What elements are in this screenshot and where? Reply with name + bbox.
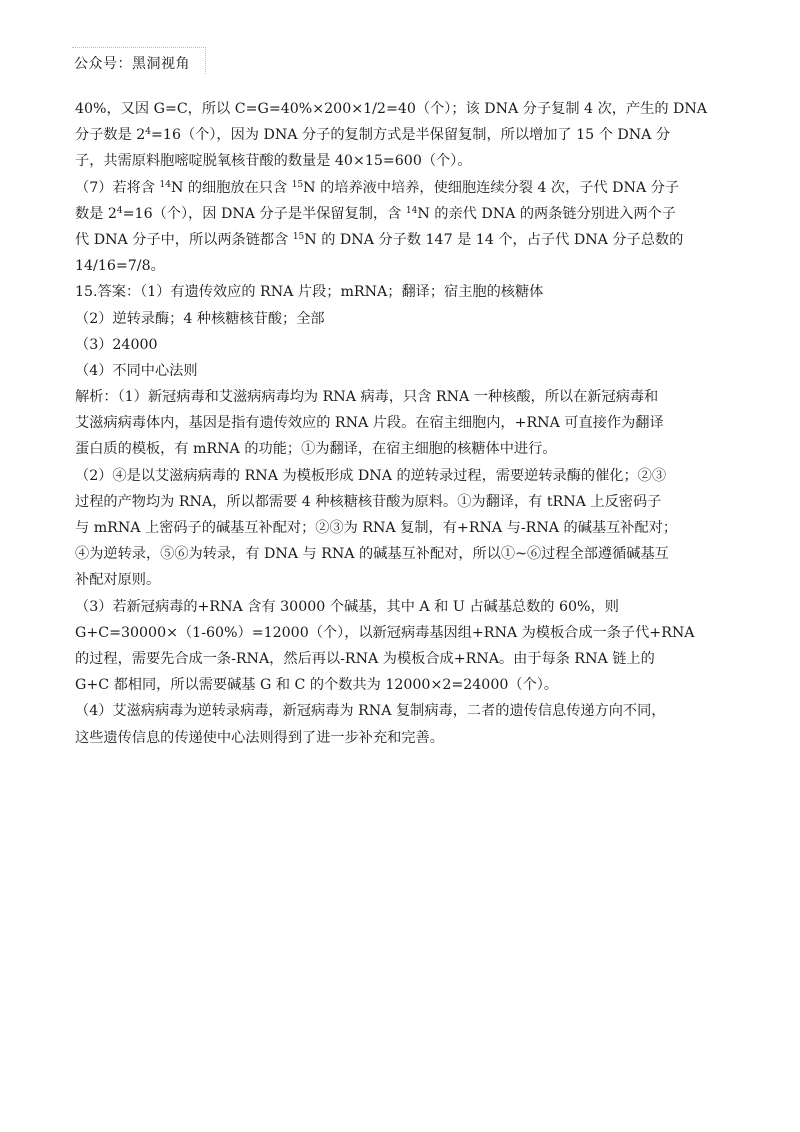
text-line: [75, 594, 735, 620]
text-segment: 蛋白质的模板，有 mRNA 的功能；①为翻译，在宿主细胞的核糖体中进行。: [75, 441, 557, 458]
text-segment: 艾滋病病毒体内，基因是指有遗传效应的 RNA 片段。在宿主细胞内，+RNA 可直接作为翻译: [75, 415, 664, 432]
text-segment: （3）24000: [75, 336, 158, 353]
text-segment: 子，共需原料胞嘧啶脱氧核苷酸的数量是 40×15=600（个）。: [75, 153, 472, 170]
text-segment: （3）若新冠病毒的+RNA 含有 30000 个碱基，其中 A 和 U 占碱基总数的 60%，则: [75, 598, 619, 615]
text-line: [75, 253, 735, 279]
superscript: 15: [292, 232, 305, 242]
text-line: [75, 436, 735, 462]
text-segment: 过程的产物均为 RNA，所以都需要 4 种核糖核苷酸为原料。①为翻译，有 tRNA 上反密码子: [75, 493, 662, 510]
text-segment: =16（个），因 DNA 分子是半保留复制，含: [122, 205, 406, 222]
text-line: [75, 148, 735, 174]
text-segment: 的过程，需要先合成一条-RNA，然后再以-RNA 为模板合成+RNA。由于每条 RNA 链上的: [75, 650, 655, 667]
text-segment: 15.答案：（1）有遗传效应的 RNA 片段；mRNA；翻译；宿主胞的核糖体: [75, 284, 544, 301]
text-segment: （2）逆转录酶；4 种核糖核苷酸；全部: [75, 310, 325, 327]
superscript: 4: [116, 205, 123, 216]
text-segment: N 的 DNA 分子数 147 是 14 个，占子代 DNA 分子总数的: [304, 231, 684, 248]
text-line: [75, 541, 735, 567]
text-segment: 补配对原则。: [75, 572, 161, 589]
text-line: [75, 410, 735, 436]
text-segment: 40%，又因 G=C，所以 C=G=40%×200×1/2=40（个）；该 DNA 分子复制 4 次，产生的 DNA: [75, 101, 708, 117]
text-line: [75, 698, 735, 724]
text-line: [75, 620, 735, 646]
text-segment: =16（个），因为 DNA 分子的复制方式是半保留复制，所以增加了 15 个 DNA 分: [151, 127, 671, 144]
text-segment: 数是 2: [75, 205, 117, 222]
document-body: [75, 96, 735, 751]
text-segment: 分子数是 2: [75, 127, 146, 144]
text-line: [75, 227, 735, 253]
watermark-header: [72, 47, 206, 74]
superscript: 14: [405, 205, 418, 216]
text-segment: （2）④是以艾滋病病毒的 RNA 为模板形成 DNA 的逆转录过程，需要逆转录酶的催化；②③: [75, 467, 667, 484]
text-segment: ④为逆转录，⑤⑥为转录，有 DNA 与 RNA 的碱基互补配对，所以①~⑥过程全部遵循碱基互: [75, 546, 669, 563]
text-line: [75, 515, 735, 541]
text-line: [75, 358, 735, 384]
text-segment: （4）不同中心法则: [75, 362, 198, 379]
text-segment: N 的培养液中培养，使细胞连续分裂 4 次，子代 DNA 分子: [303, 179, 680, 196]
text-segment: N 的亲代 DNA 的两条链分别进入两个子: [417, 205, 676, 222]
text-line: [75, 306, 735, 332]
superscript: 4: [145, 127, 152, 138]
text-line: [75, 489, 735, 515]
superscript: 15: [291, 179, 304, 190]
text-line: [75, 332, 735, 358]
text-line: [75, 201, 735, 227]
text-line: [75, 122, 735, 148]
header-label: 公众号：黑洞视角: [74, 56, 190, 72]
text-segment: 解析：（1）新冠病毒和艾滋病病毒均为 RNA 病毒，只含 RNA 一种核酸，所以在新冠病毒和: [75, 389, 659, 406]
text-segment: 14/16=7/8。: [75, 258, 165, 275]
text-line: [75, 175, 735, 201]
text-segment: 这些遗传信息的传递使中心法则得到了进一步补充和完善。: [75, 729, 444, 746]
text-segment: G+C=30000×（1-60%）=12000（个），以新冠病毒基因组+RNA 为模板合成一条子代+RNA: [75, 624, 695, 641]
text-line: [75, 672, 735, 698]
text-segment: 与 mRNA 上密码子的碱基互补配对；②③为 RNA 复制，有+RNA 与-RNA 的碱基互补配对；: [75, 520, 678, 536]
text-segment: N 的细胞放在只含: [170, 179, 292, 196]
text-line: [75, 646, 735, 672]
text-line: [75, 725, 735, 751]
text-line: [75, 567, 735, 593]
text-line: [75, 279, 735, 305]
text-line: [75, 384, 735, 410]
text-segment: （7）若将含: [75, 179, 160, 196]
text-line: [75, 96, 735, 122]
text-segment: 代 DNA 分子中，所以两条链都含: [75, 231, 293, 248]
text-line: [75, 463, 735, 489]
text-segment: G+C 都相同，所以需要碱基 G 和 C 的个数共为 12000×2=24000（个）。: [75, 677, 559, 694]
text-segment: （4）艾滋病病毒为逆转录病毒，新冠病毒为 RNA 复制病毒，二者的遗传信息传递方向不同，: [75, 703, 666, 720]
superscript: 14: [159, 179, 171, 190]
